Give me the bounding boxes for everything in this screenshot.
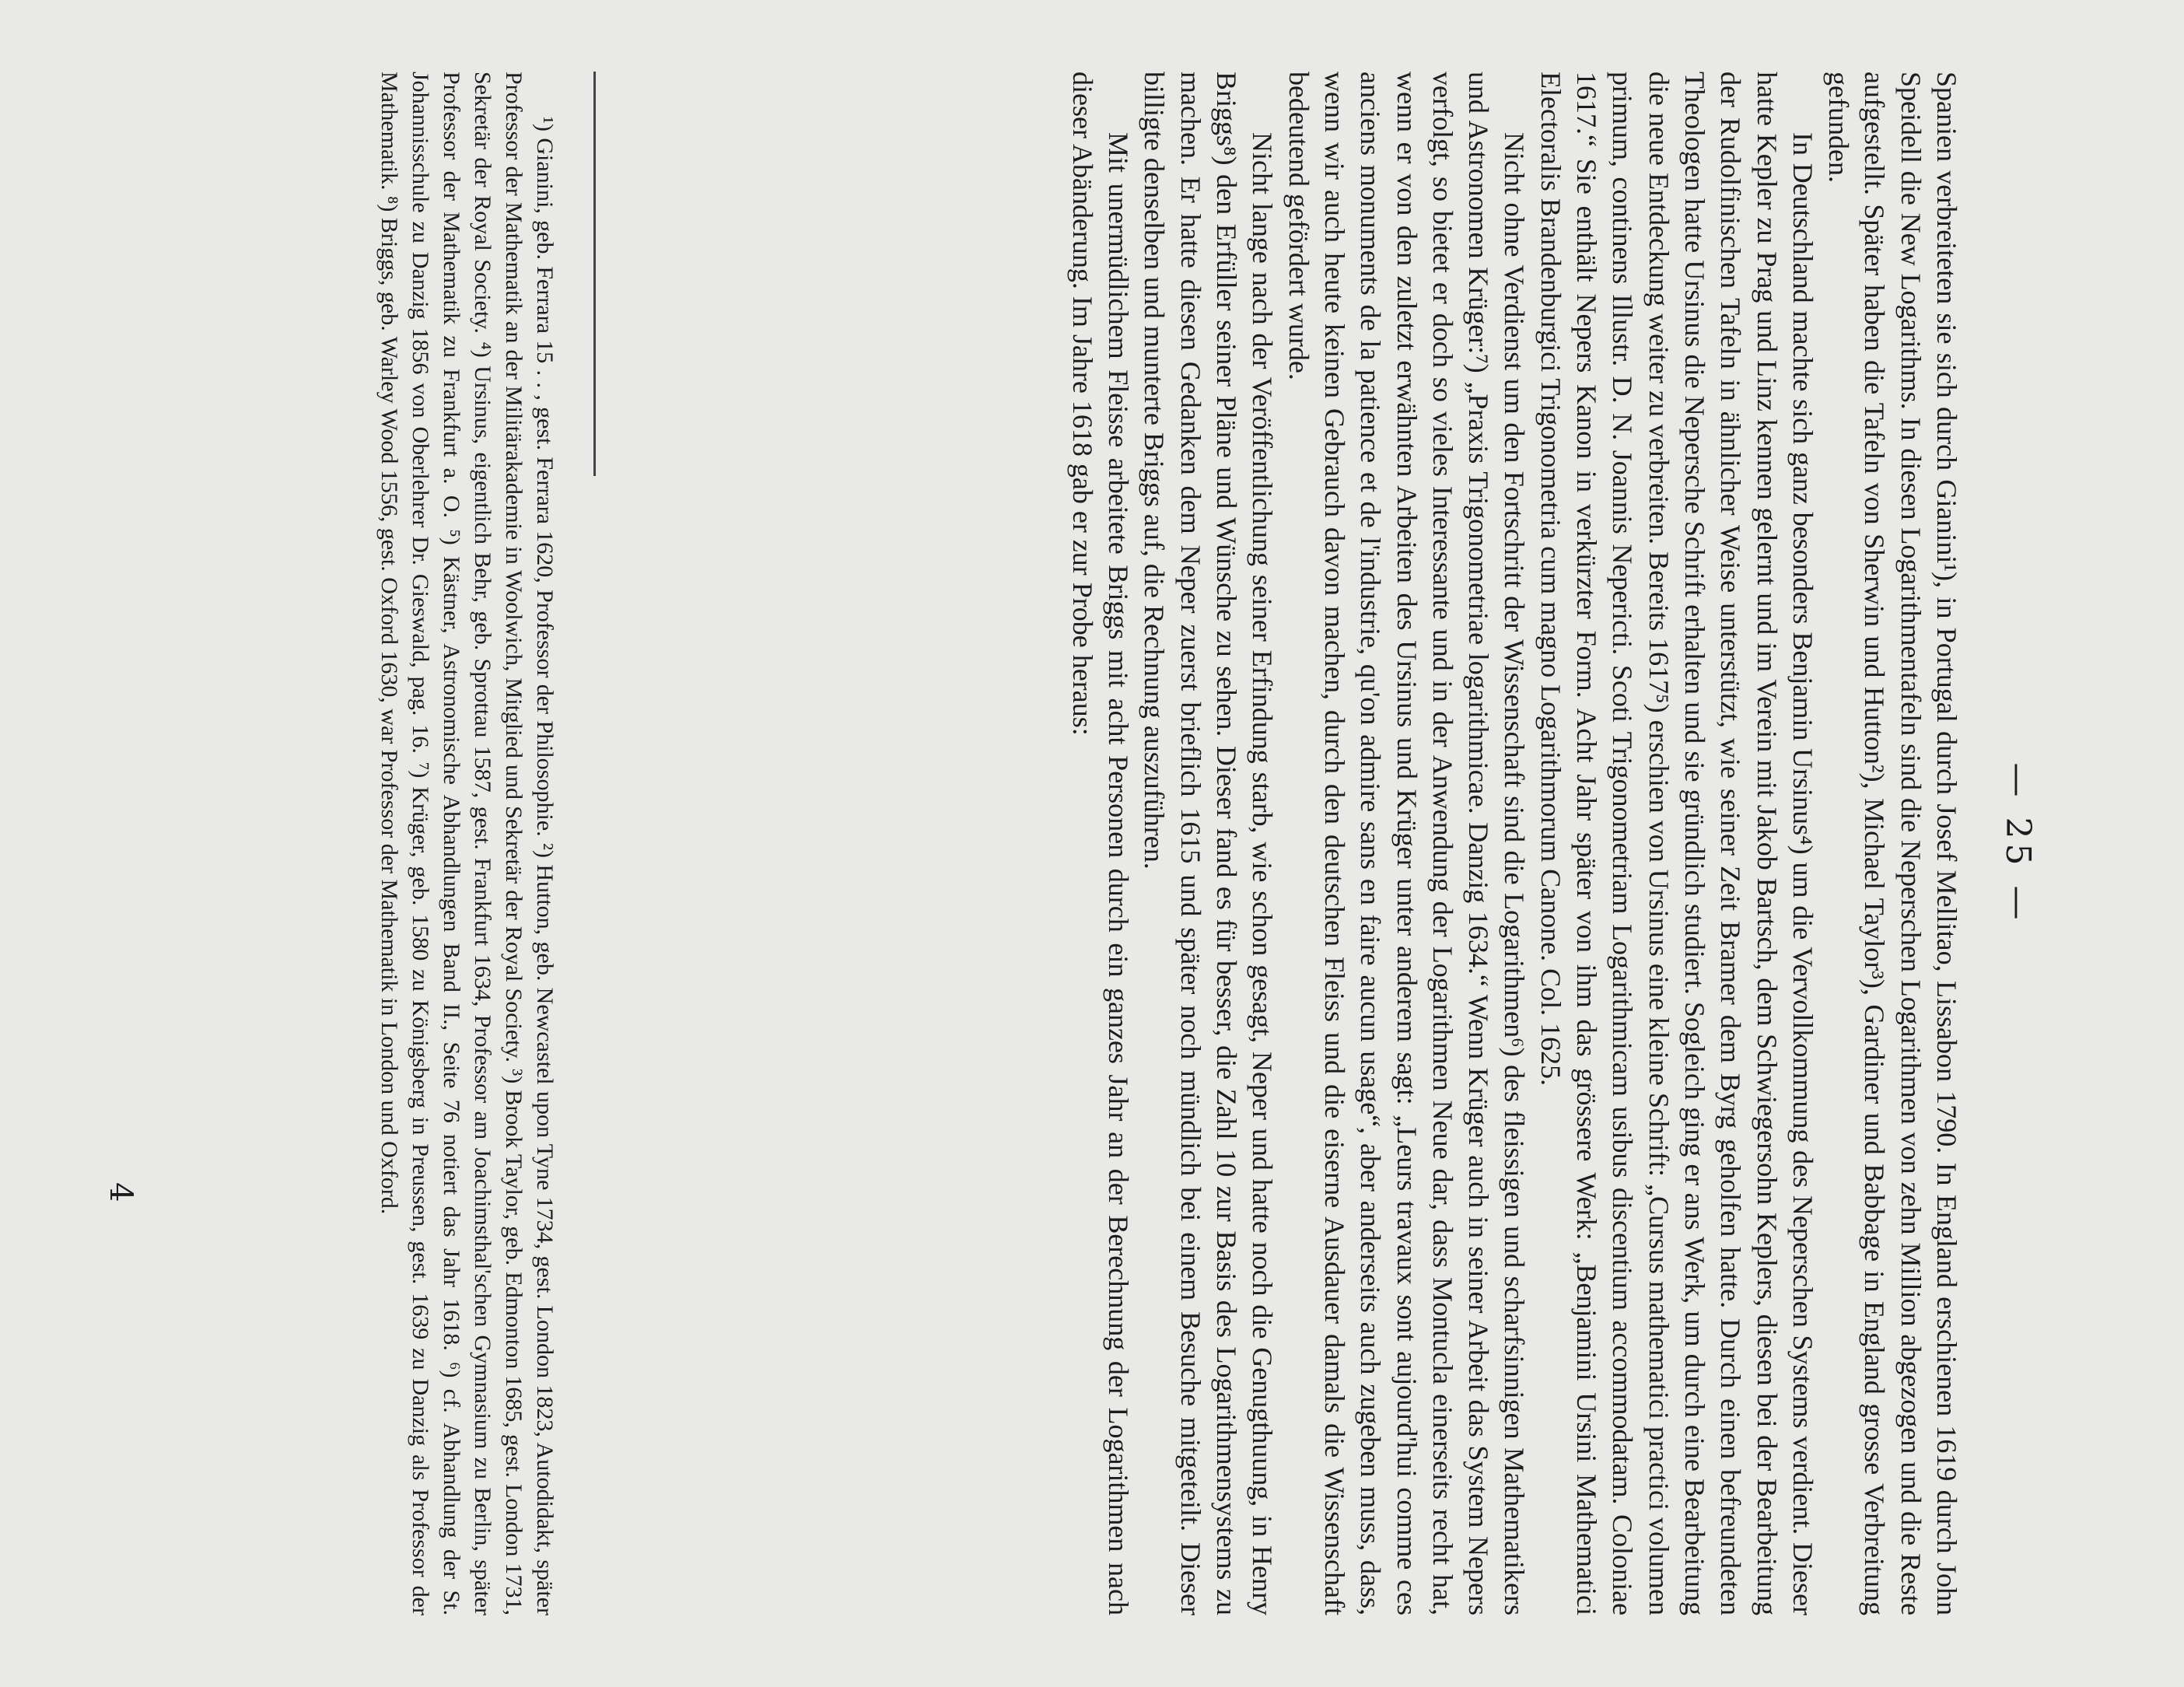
- paragraph-4: Nicht lange nach der Veröffentlichung seiner Erfindung starb, wie schon gesagt, Neper und hatte noch die Genugthuung, in Henry Briggs⁸) den Erfüller seiner Pläne und Wünsche zu sehen. Dieser fand es für besser, die Zahl 10 zur Basis des Logarithmensystems zu machen. Er hatte diesen Gedanken dem Neper zuerst brieflich 1615 und später noch mündlich bei einem Besuche mitgeteilt. Dieser billigte denselben und munterte Briggs auf, die Rechnung auszuführen.: [1139, 72, 1279, 1615]
- signature-mark: 4: [103, 1182, 138, 1202]
- footnotes: [373, 72, 560, 1615]
- page-number: — 25 —: [1998, 762, 2038, 925]
- paragraph-2: In Deutschland machte sich ganz besonders Benjamin Ursinus⁴) um die Vervollkommung des Neperschen Systems verdient. Dieser hatte Kepler zu Prag und Linz kennen gelernt und im Verein mit Jakob Bartsch, dem Schwiegersohn Keplers, diesen bei der Bearbeitung der Rudolfinischen Tafeln in ähnlicher Weise unterstützt, wie seiner Zeit Bramer dem Byrg geholfen hatte. Durch einen befreundeten Theologen hatte Ursinus die Nepersche Schrift erhalten und sie gründlich studiert. Sogleich ging er ans Werk, um durch eine Bearbeitung die neue Entdeckung weiter zu verbreiten. Bereits 1617⁵) erschien von Ursinus eine kleine Schrift: „Cursus mathematici practici volumen primum, continens Illustr. D. N. Joannis Nepericti. Scoti Trigonometriam Logarithmicam usibus discentium accommodatam. Coloniae 1617.“ Sie enthält Nepers Kanon in verkürzter Form. Acht Jahr später von ihm das grössere Werk: „Benjamini Ursini Mathematici Electoralis Brandenburgici Trigonometria cum magno Logarithmorum Canone. Col. 1625.: [1535, 72, 1818, 1615]
- paragraph-3: Nicht ohne Verdienst um den Fortschritt der Wissenschaft sind die Logarithmen⁶) des fleissigen und scharfsinnigen Mathematikers und Astronomen Krüger:⁷) „Praxis Trigonometriae logarithmicae. Danzig 1634.“ Wenn Krüger auch in seiner Arbeit das System Nepers verfolgt, so bietet er doch so vieles Interessante und in der Anwendung der Logarithmen Neue dar, dass Montucla einerseits recht hat, wenn er von den zuletzt erwähnten Arbeiten des Ursinus und Krüger unter anderem sagt: „Leurs travaux sont aujourd'hui comme ces anciens monuments de la patience et de l'industrie, qu'on admire sans en faire aucun usage“, aber anderseits auch zugeben muss, dass, wenn wir auch heute keinen Gebrauch davon machen, durch den deutschen Fleiss und die eiserne Ausdauer damals die Wissenschaft bedeutend gefördert wurde.: [1283, 72, 1531, 1615]
- footnote-divider: [593, 72, 596, 476]
- body-text: [1065, 72, 1965, 1615]
- footnote-block: ¹) Gianini, geb. Ferrara 15 . . , gest. Ferrara 1620, Professor der Philosophie. ²) Hutton, geb. Newcastel upon Tyne 1734, gest. London 1823, Autodidakt, später Professor der Mathematik an der Militärakademie in Woolwich, Mitglied und Sekretär der Royal Society. ³) Brook Taylor, geb. Edmonton 1685, gest. London 1731, Sekretär der Royal Society. ⁴) Ursinus, eigentlich Behr, geb. Sprottau 1587, gest. Frankfurt 1634, Professor am Joachimsthal'schen Gymnasium zu Berlin, später Professor der Mathematik zu Frankfurt a. O. ⁵) Kästner, Astronomische Abhandlungen Band II., Seite 76 notiert das Jahr 1618. ⁶) cf. Abhandlung der St. Johannisschule zu Danzig 1856 von Oberlehrer Dr. Gieswald, pag. 16. ⁷) Krüger, geb. 1580 zu Königsberg in Preussen, gest. 1639 zu Danzig als Professor der Mathematik. ⁸) Briggs, geb. Warley Wood 1556, gest. Oxford 1630, war Professor der Mathematik in London und Oxford.: [376, 72, 558, 1615]
- paragraph-5: Mit unermüdlichem Fleisse arbeitete Briggs mit acht Personen durch ein ganzes Jahr an der Berechnung der Logarithmen nach dieser Abänderung. Im Jahre 1618 gab er zur Probe heraus:: [1066, 72, 1135, 1615]
- paragraph-1: Spanien verbreiteten sie sich durch Gianini¹), in Portugal durch Josef Mellitao, Lissabon 1790. In England erschienen 1619 durch John Speidell die New Logarithms. In diesen Logarithmentafeln sind die Neperschen Logarithmen von zehn Million abgezogen und die Reste aufgestellt. Später haben die Tafeln von Sherwin und Hutton²), Michael Taylor³), Gardiner und Babbage in England grosse Verbreitung gefunden.: [1823, 72, 1962, 1615]
